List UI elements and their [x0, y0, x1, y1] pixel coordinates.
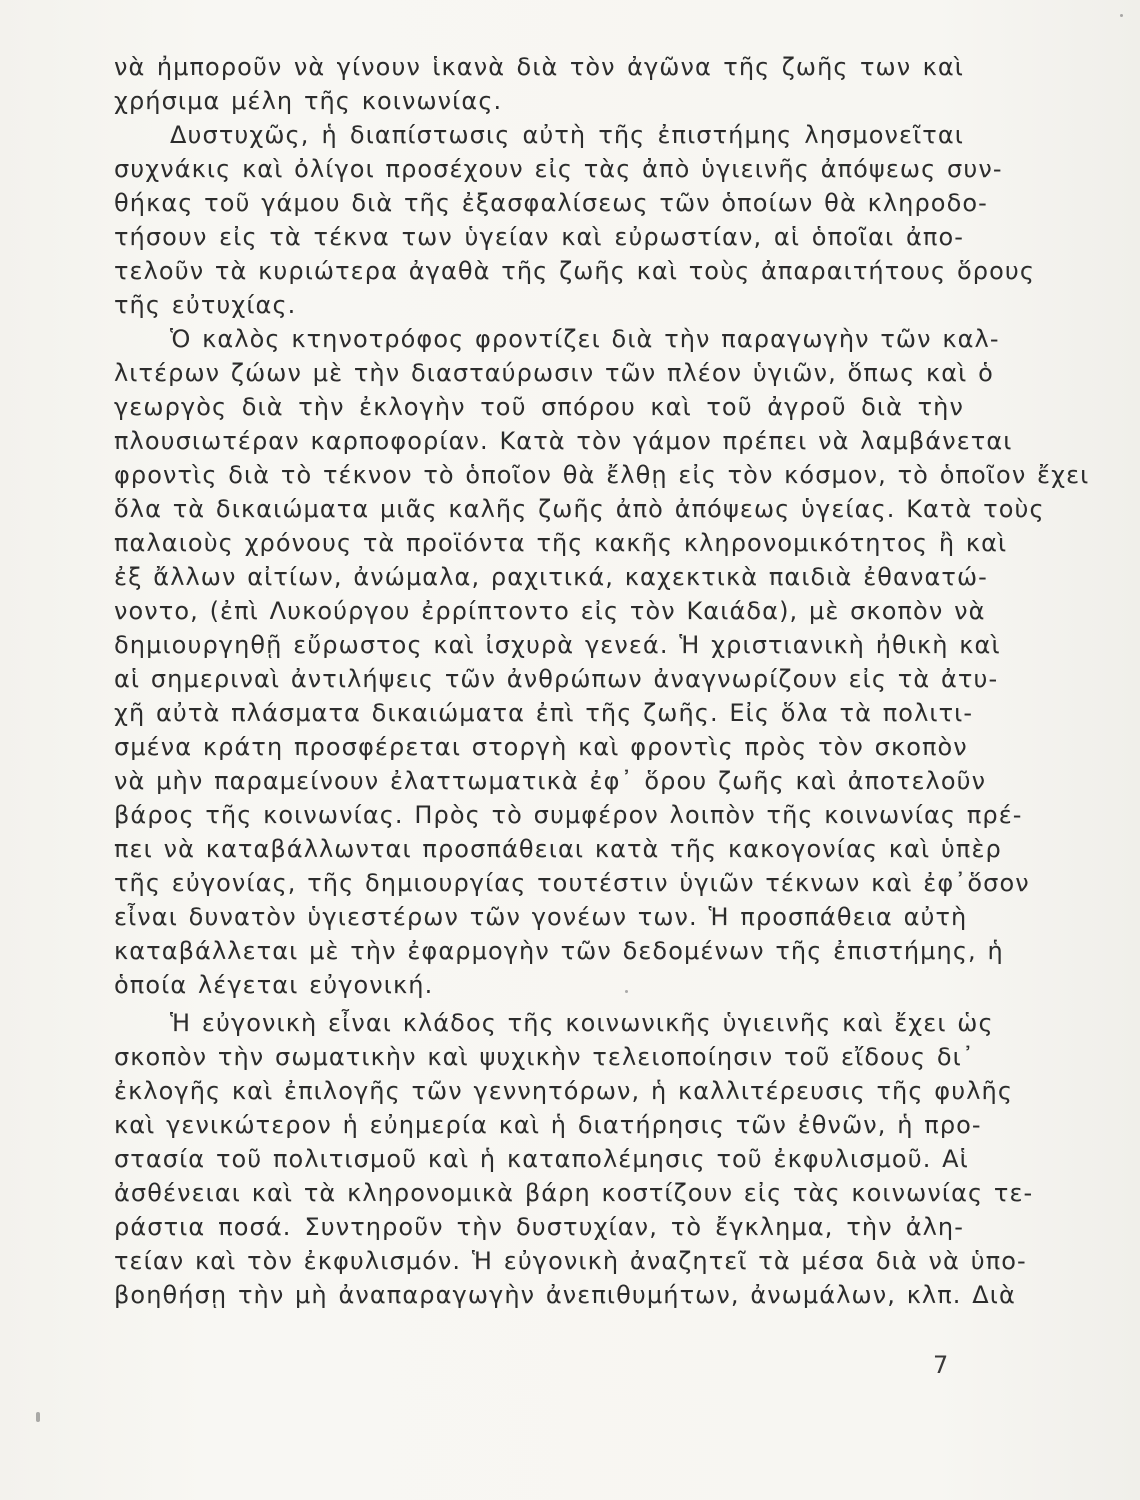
text-line: πλουσιωτέραν καρποφορίαν. Κατὰ τὸν γάμον πρέπει νὰ λαμβάνεται — [114, 427, 1013, 455]
text-line: χρήσιμα μέλη τῆς κοινωνίας. — [114, 87, 503, 115]
text-line: εἶναι δυνατὸν ὑγιεστέρων τῶν γονέων των. Ἡ προσπάθεια αὐτὴ — [114, 903, 968, 931]
text-line: χῆ αὐτὰ πλάσματα δικαιώματα ἐπὶ τῆς ζωῆς. Εἰς ὅλα τὰ πολιτι- — [114, 699, 974, 727]
text-line: σμένα κράτη προσφέρεται στοργὴ καὶ φροντὶς πρὸς τὸν σκοπὸν — [114, 733, 968, 761]
text-line: ράστια ποσά. Συντηροῦν τὴν δυστυχίαν, τὸ ἔγκλημα, τὴν ἀλη- — [114, 1213, 964, 1241]
text-line: ἀσθένειαι καὶ τὰ κληρονομικὰ βάρη κοστίζουν εἰς τὰς κοινωνίας τε- — [114, 1179, 1034, 1207]
text-line: δημιουργηθῇ εὔρωστος καὶ ἰσχυρὰ γενεά. Ἡ χριστιανικὴ ἠθικὴ καὶ — [114, 631, 1001, 659]
text-line: συχνάκις καὶ ὀλίγοι προσέχουν εἰς τὰς ἀπὸ ὑγιεινῆς ἀπόψεως συν- — [114, 155, 1003, 183]
text-line: πει νὰ καταβάλλωνται προσπάθειαι κατὰ τῆς κακογονίας καὶ ὑπὲρ — [114, 835, 1002, 863]
text-line: τῆς εὐγονίας, τῆς δημιουργίας τουτέστιν ὑγιῶν τέκνων καὶ ἐφ᾽ὅσον — [114, 869, 1030, 897]
text-line: ἐκλογῆς καὶ ἐπιλογῆς τῶν γεννητόρων, ἡ καλλιτέρευσις τῆς φυλῆς — [114, 1077, 1014, 1105]
body-text — [0, 46, 1140, 1366]
scan-mark — [1120, 14, 1123, 17]
text-line: αἱ σημεριναὶ ἀντιλήψεις τῶν ἀνθρώπων ἀναγνωρίζουν εἰς τὰ ἀτυ- — [114, 665, 999, 693]
text-line: παλαιοὺς χρόνους τὰ προϊόντα τῆς κακῆς κληρονομικότητος ἢ καὶ — [114, 529, 1008, 557]
text-line: στασία τοῦ πολιτισμοῦ καὶ ἡ καταπολέμησις τοῦ ἐκφυλισμοῦ. Αἱ — [114, 1145, 969, 1173]
text-line: καὶ γενικώτερον ἡ εὐημερία καὶ ἡ διατήρησις τῶν ἐθνῶν, ἡ προ- — [114, 1111, 982, 1139]
text-line: βάρος τῆς κοινωνίας. Πρὸς τὸ συμφέρον λοιπὸν τῆς κοινωνίας πρέ- — [114, 801, 1023, 829]
text-line: νὰ ἠμποροῦν νὰ γίνουν ἱκανὰ διὰ τὸν ἀγῶνα τῆς ζωῆς των καὶ — [114, 53, 964, 81]
text-line: τήσουν εἰς τὰ τέκνα των ὑγείαν καὶ εὐρωστίαν, αἱ ὁποῖαι ἀπο- — [114, 223, 964, 251]
page-number: 7 — [933, 1351, 949, 1379]
text-line: ἐξ ἄλλων αἰτίων, ἀνώμαλα, ραχιτικά, καχεκτικὰ παιδιὰ ἐθανατώ- — [114, 563, 988, 591]
text-line: τείαν καὶ τὸν ἐκφυλισμόν. Ἡ εὐγονικὴ ἀναζητεῖ τὰ μέσα διὰ νὰ ὑπο- — [114, 1247, 1027, 1275]
paragraph-start-line: Ὁ καλὸς κτηνοτρόφος φροντίζει διὰ τὴν παραγωγὴν τῶν καλ- — [170, 325, 1000, 353]
text-line: καταβάλλεται μὲ τὴν ἐφαρμογὴν τῶν δεδομένων τῆς ἐπιστήμης, ἡ — [114, 937, 1004, 965]
text-line: ὁποία λέγεται εὐγονική. — [114, 971, 434, 999]
text-line: νὰ μὴν παραμείνουν ἐλαττωματικὰ ἐφ᾽ ὅρου ζωῆς καὶ ἀποτελοῦν — [114, 767, 987, 795]
text-line: σκοπὸν τὴν σωματικὴν καὶ ψυχικὴν τελειοποίησιν τοῦ εἴδους δι᾽ — [114, 1043, 975, 1071]
scan-mark — [625, 990, 628, 993]
paragraph-start-line: Δυστυχῶς, ἡ διαπίστωσις αὐτὴ τῆς ἐπιστήμης λησμονεῖται — [170, 121, 964, 149]
text-line: ὅλα τὰ δικαιώματα μιᾶς καλῆς ζωῆς ἀπὸ ἀπόψεως ὑγείας. Κατὰ τοὺς — [114, 495, 1045, 523]
paragraph-start-line: Ἡ εὐγονικὴ εἶναι κλάδος τῆς κοινωνικῆς ὑγιεινῆς καὶ ἔχει ὡς — [170, 1009, 994, 1037]
scan-mark — [36, 1412, 40, 1422]
text-line: τελοῦν τὰ κυριώτερα ἀγαθὰ τῆς ζωῆς καὶ τοὺς ἀπαραιτήτους ὅρους — [114, 257, 1036, 285]
text-line: λιτέρων ζώων μὲ τὴν διασταύρωσιν τῶν πλέον ὑγιῶν, ὅπως καὶ ὁ — [114, 359, 994, 387]
text-line: φροντὶς διὰ τὸ τέκνον τὸ ὁποῖον θὰ ἔλθῃ εἰς τὸν κόσμον, τὸ ὁποῖον ἔχει — [114, 461, 1090, 489]
text-line: βοηθήσῃ τὴν μὴ ἀναπαραγωγὴν ἀνεπιθυμήτων, ἀνωμάλων, κλπ. Διὰ — [114, 1281, 1016, 1309]
text-line: θήκας τοῦ γάμου διὰ τῆς ἐξασφαλίσεως τῶν ὁποίων θὰ κληροδο- — [114, 189, 988, 217]
text-line: γεωργὸς διὰ τὴν ἐκλογὴν τοῦ σπόρου καὶ τοῦ ἀγροῦ διὰ τὴν — [114, 393, 964, 421]
text-line: τῆς εὐτυχίας. — [114, 291, 297, 319]
text-line: νοντο, (ἐπὶ Λυκούργου ἐρρίπτοντο εἰς τὸν Καιάδα), μὲ σκοπὸν νὰ — [114, 597, 986, 625]
